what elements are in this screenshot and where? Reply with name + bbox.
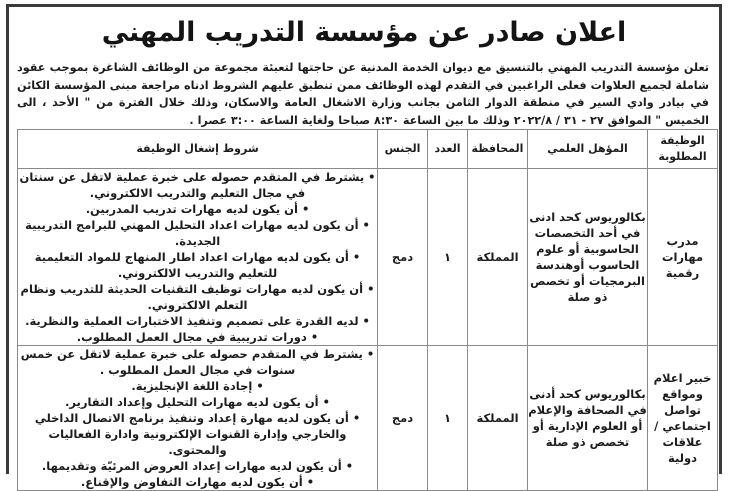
- bullet-icon: •: [256, 379, 264, 393]
- bullet-icon: •: [362, 218, 370, 232]
- bullet-icon: •: [352, 411, 361, 425]
- condition-item: [18, 313, 377, 329]
- announcement-title: اعلان صادر عن مؤسسة التدريب المهني: [101, 17, 627, 48]
- condition-text: أن يكون لديه مهارة إعداد وتنفيذ برنامج الاتصال الداخلي والخارجي وإدارة القنوات الإلكترونية وادارة الفعاليات والمحتوى.: [34, 411, 349, 457]
- count-cell: ١: [428, 169, 468, 346]
- governorate-cell: المملكة: [468, 346, 528, 491]
- condition-item: [18, 281, 377, 313]
- qualification-cell: بكالوريوس كحد أدنى في الصحافة والإعلام أو العلوم الإدارية أو تخصص ذو صلة: [528, 346, 648, 491]
- condition-text: أن يكون لديه مهارات توظيف التقنيات الحديثة للتدريب ونظام التعلم الالكتروني.: [20, 282, 364, 312]
- condition-item: [18, 217, 377, 249]
- bullet-icon: •: [352, 250, 361, 264]
- job-title-cell: خبير اعلام ومواقع تواصل اجتماعي / علاقات دولية: [648, 346, 718, 491]
- header-conditions: شروط إشغال الوظيفة: [18, 130, 378, 169]
- condition-item: [18, 169, 377, 201]
- bullet-icon: •: [366, 347, 375, 361]
- job-title-cell: مدرب مهارات رقمية: [648, 169, 718, 346]
- conditions-list: [18, 169, 377, 345]
- conditions-cell: [18, 346, 378, 491]
- condition-text: يشترط في المتقدم حصوله على خبرة عملية لاتقل عن سنتان في مجال التعليم والتدريب الالكتروني.: [19, 170, 365, 200]
- condition-item: [18, 346, 377, 378]
- announcement-intro: [17, 59, 709, 129]
- header-job-title: الوظيفة المطلوبة: [648, 130, 718, 169]
- condition-item: [18, 458, 377, 474]
- bullet-icon: •: [362, 314, 370, 328]
- conditions-list: [18, 346, 377, 490]
- condition-item: [18, 394, 377, 410]
- condition-text: أن يكون لديه مهارات التحليل وإعداد التقارير.: [65, 395, 319, 409]
- condition-text: يشترط في المتقدم حصوله على خبرة عملية لاتقل عن خمس سنوات في مجال العمل المطلوب .: [20, 347, 363, 377]
- announcement-frame: [6, 4, 722, 489]
- gender-cell: دمج: [378, 346, 428, 491]
- condition-item: [18, 329, 377, 345]
- header-count: العدد: [428, 130, 468, 169]
- condition-item: [18, 249, 377, 281]
- table-header-row: [18, 130, 718, 169]
- condition-item: [18, 474, 377, 490]
- intro-paragraph: تعلن مؤسسة التدريب المهني بالتنسيق مع ديوان الخدمة المدنية عن حاجتها لتعبئة مجموعة من الوظائف الشاغرة بموجب عقود شاملة لجميع العلاوات فعلى الراغبين في التقدم لهذه الوظائف ممن تنطبق عليهم الشروط ادناه مراجعة مبنى المؤسسة الكائن في بيادر وادي السير في منطقة الدوار الثامن بجانب وزارة الاشغال العامة والاسكان، وذلك خلال الفترة من " الأحد ، الى الخميس " الموافق ٢٧ - ٣١ / ٢٠٢٢/٨ وذلك ما بين الساعة ٨:٣٠ صباحا ولغاية الساعة ٣:٠٠ عصرا .: [17, 61, 709, 127]
- condition-text: أن يكون لديه مهارات اعداد اطار المنهاج للمواد التعليمية للتعليم والتدريب الالكتروني.: [34, 250, 349, 280]
- jobs-table: [17, 129, 718, 491]
- condition-text: أن يكون لديه مهارات إعداد العروض المرئيّة وتقديمها.: [41, 459, 342, 473]
- condition-item: [18, 201, 377, 217]
- condition-text: لديه القدرة على تصميم وتنفيذ الاختبارات العملية والنظرية.: [25, 314, 359, 328]
- count-cell: ١: [428, 346, 468, 491]
- qualification-cell: بكالوريوس كحد ادنى في أحد التخصصات الحاسوبية أو علوم الحاسوب أوهندسة البرمجيات أو تخصص ذو صلة: [528, 169, 648, 346]
- condition-text: أن يكون لديه مهارات التفاوض والإقناع.: [80, 475, 303, 489]
- header-qualification: المؤهل العلمي: [528, 130, 648, 169]
- condition-text: أن يكون لديه مهارات اعداد التحليل المهني للبرامج التدريبية الجديدة.: [25, 218, 359, 248]
- bullet-icon: •: [306, 475, 315, 489]
- bullet-icon: •: [301, 202, 310, 216]
- condition-text: إجادة اللغة الإنجليزية.: [131, 379, 253, 393]
- bullet-icon: •: [310, 330, 319, 344]
- bullet-icon: •: [367, 282, 375, 296]
- header-gender: الجنس: [378, 130, 428, 169]
- conditions-cell: [18, 169, 378, 346]
- condition-text: دورات تدريبية في مجال العمل المطلوب.: [76, 330, 307, 344]
- table-row: [18, 169, 718, 346]
- condition-item: [18, 410, 377, 458]
- bullet-icon: •: [322, 395, 330, 409]
- table-row: [18, 346, 718, 491]
- header-governorate: المحافظة: [468, 130, 528, 169]
- gender-cell: دمج: [378, 169, 428, 346]
- condition-item: [18, 378, 377, 394]
- bullet-icon: •: [368, 170, 376, 184]
- governorate-cell: المملكة: [468, 169, 528, 346]
- condition-text: أن يكون لديه مهارات تدريب المدربين.: [85, 202, 298, 216]
- bullet-icon: •: [345, 459, 354, 473]
